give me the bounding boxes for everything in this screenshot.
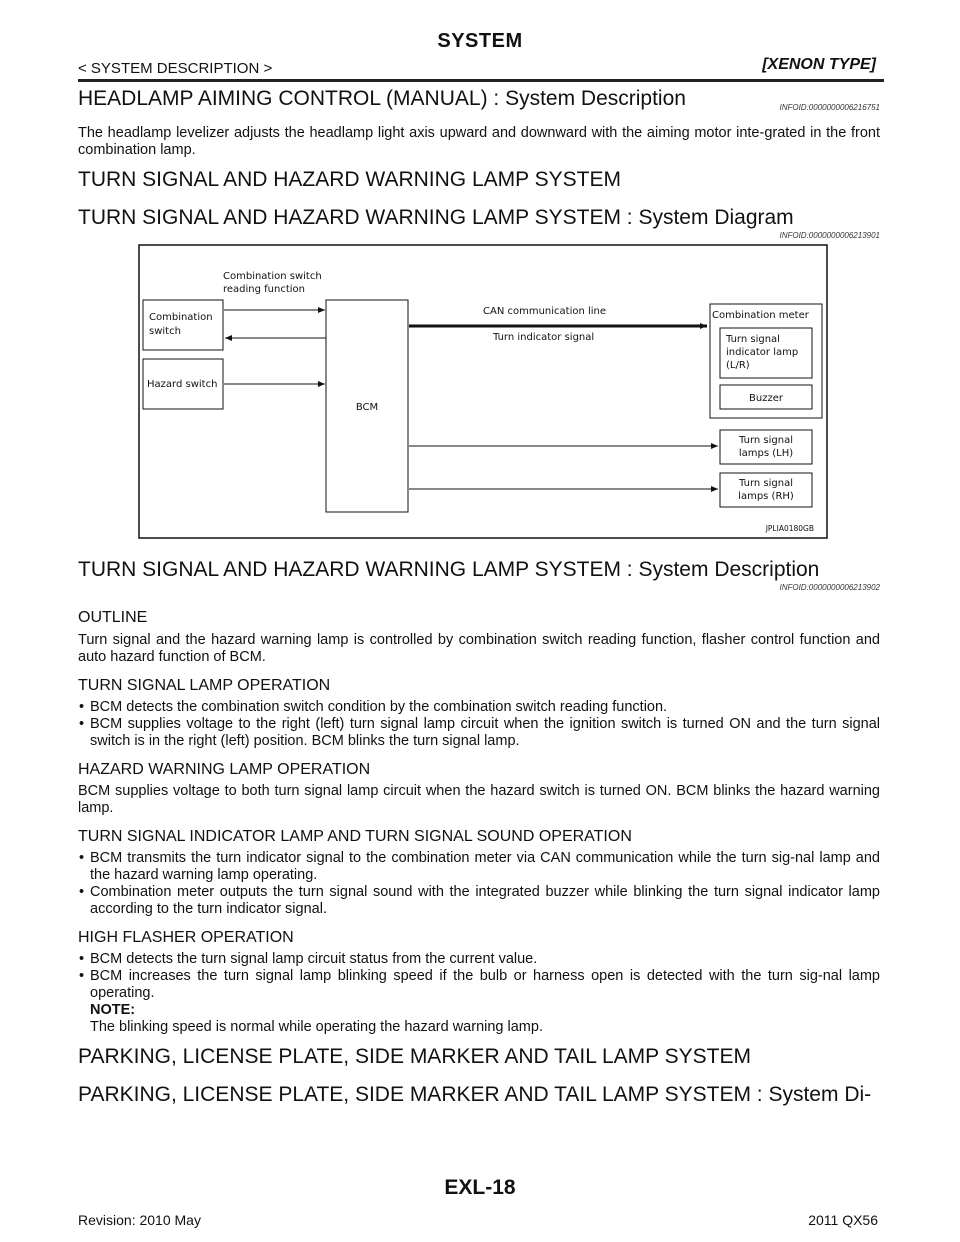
system-diagram [138,244,828,539]
lamps-rh-label-1: Turn signal [739,478,793,489]
reading-function-label-1: Combination switch [223,271,322,282]
page-title: SYSTEM [437,30,523,52]
turn-hazard-system-heading: TURN SIGNAL AND HAZARD WARNING LAMP SYSTEM [78,168,621,191]
bcm-label: BCM [355,402,379,413]
indicator-lamp-label-2: indicator lamp [726,347,799,358]
list-item: • BCM detects the turn signal lamp circuit status from the current value. [78,951,880,968]
infoid-description: INFOID:0000000006213902 [779,583,880,592]
indicator-op-list [78,850,880,918]
system-diagram-svg [138,244,828,539]
type-tag: [XENON TYPE] [762,56,876,73]
parking-lamp-diagram-heading: PARKING, LICENSE PLATE, SIDE MARKER AND TAIL LAMP SYSTEM : System Di- [78,1083,872,1106]
turn-signal-op-heading: TURN SIGNAL LAMP OPERATION [78,677,331,694]
hazard-op-heading: HAZARD WARNING LAMP OPERATION [78,761,371,778]
list-item: • BCM detects the combination switch condition by the combination switch reading function. [78,699,880,716]
indicator-lamp-label-1: Turn signal [726,334,780,345]
revision-date: Revision: 2010 May [78,1212,201,1228]
buzzer-label: Buzzer [749,393,783,404]
headlamp-aiming-text: The headlamp levelizer adjusts the headlamp light axis upward and downward with the aiming motor inte-grated in the front combination lamp. [78,125,880,158]
turn-signal-op-list [78,699,880,750]
infoid-diagram: INFOID:0000000006213901 [779,231,880,240]
combination-switch-box [143,300,223,350]
list-item: • BCM increases the turn signal lamp blinking speed if the bulb or harness open is detected with the turn sig-nal lamp operating. [78,968,880,1002]
combination-meter-label: Combination meter [712,310,809,321]
indicator-op-heading: TURN SIGNAL INDICATOR LAMP AND TURN SIGNAL SOUND OPERATION [78,828,632,845]
page-number: EXL-18 [444,1176,516,1199]
page-content [78,84,880,1108]
diagram-code: JPLIA0180GB [765,524,814,533]
list-item: • BCM transmits the turn indicator signal to the combination meter via CAN communication while the turn sig-nal lamp and the hazard warning lamp operating. [78,850,880,884]
lamps-lh-label-1: Turn signal [739,435,793,446]
outline-text: Turn signal and the hazard warning lamp is controlled by combination switch reading function, flasher control function and auto hazard function of BCM. [78,632,880,665]
infoid-headlamp: INFOID:0000000006216751 [779,103,880,112]
headlamp-aiming-heading: HEADLAMP AIMING CONTROL (MANUAL) : System Description [78,87,686,110]
list-item: • Combination meter outputs the turn signal sound with the integrated buzzer while blinking the turn signal indicator lamp according to the turn indicator signal. [78,884,880,918]
outline-heading: OUTLINE [78,609,148,626]
high-flasher-heading: HIGH FLASHER OPERATION [78,929,294,946]
breadcrumb: < SYSTEM DESCRIPTION > [78,60,273,77]
can-line-label: CAN communication line [483,306,607,317]
combination-switch-label-2: switch [149,326,181,337]
header-rule [78,79,884,82]
lamps-lh-label-2: lamps (LH) [738,448,794,459]
model-year: 2011 QX56 [808,1212,878,1228]
system-diagram-heading: TURN SIGNAL AND HAZARD WARNING LAMP SYSTEM : System Diagram [78,206,794,229]
high-flasher-list [78,951,880,1002]
indicator-lamp-label-3: (L/R) [726,360,750,371]
list-item: • BCM supplies voltage to the right (left) turn signal lamp circuit when the ignition switch is turned ON and the turn signal switch is in the right (left) position. BCM blinks the turn signal lamp. [78,716,880,750]
note-text: The blinking speed is normal while operating the hazard warning lamp. [90,1019,543,1035]
reading-function-label-2: reading function [223,284,306,295]
lamps-rh-label-2: lamps (RH) [738,491,794,502]
hazard-op-text: BCM supplies voltage to both turn signal lamp circuit when the hazard switch is turned ON. BCM blinks the hazard warning lamp. [78,783,880,816]
hazard-switch-label: Hazard switch [147,379,218,390]
system-description-heading: TURN SIGNAL AND HAZARD WARNING LAMP SYSTEM : System Description [78,558,820,581]
note-label: NOTE: [90,1002,136,1018]
combination-switch-label-1: Combination [149,312,213,323]
parking-lamp-system-heading: PARKING, LICENSE PLATE, SIDE MARKER AND TAIL LAMP SYSTEM [78,1045,751,1068]
turn-indicator-signal-label: Turn indicator signal [493,332,595,343]
